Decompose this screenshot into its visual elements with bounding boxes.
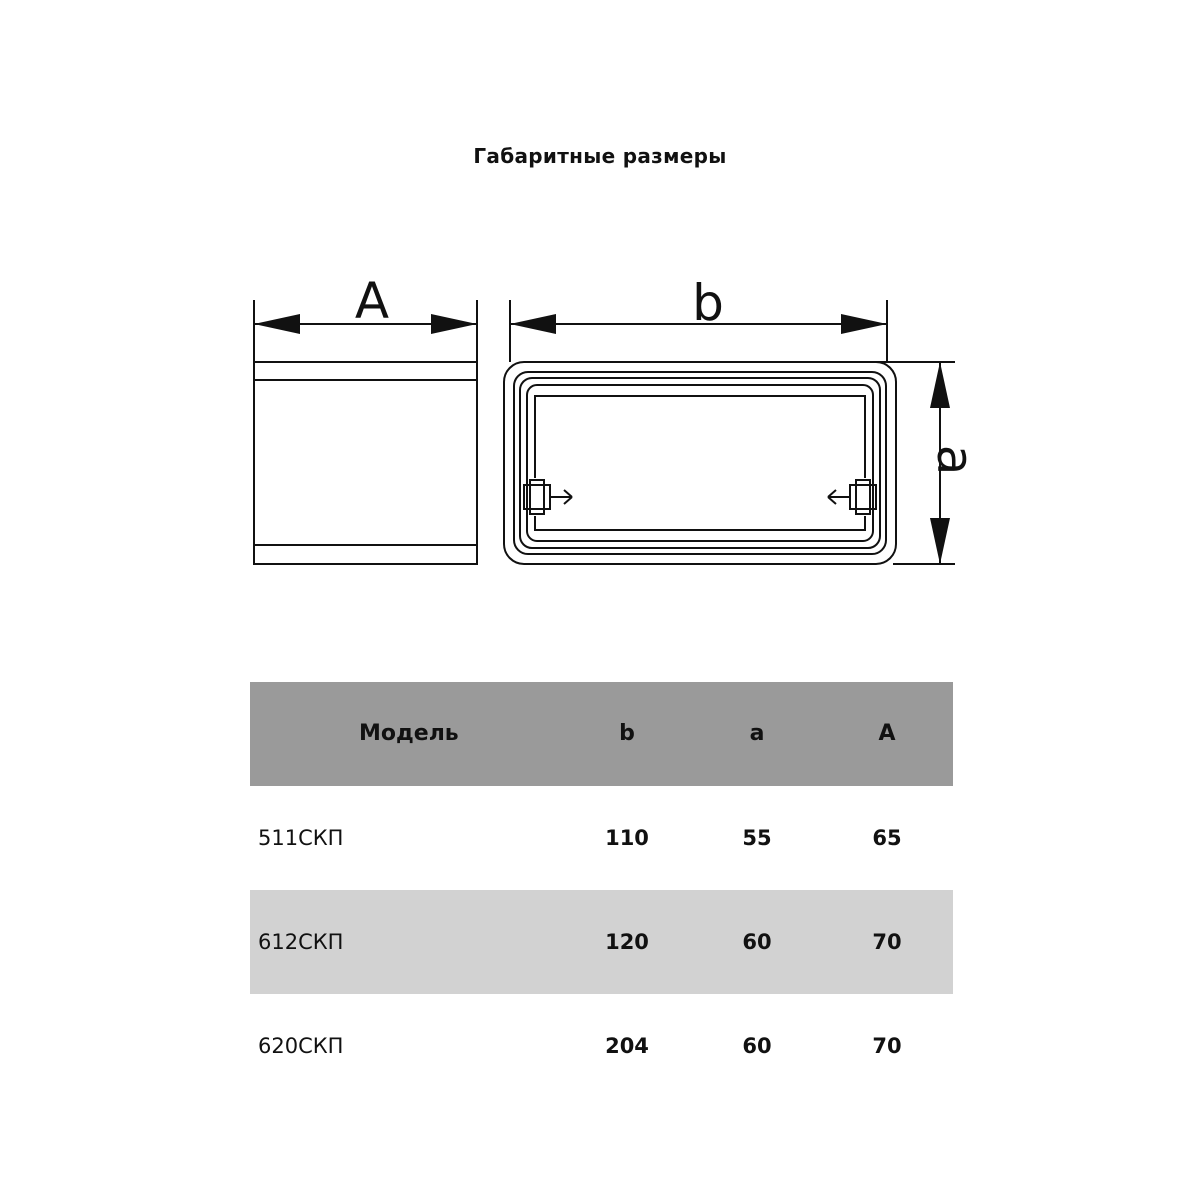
left-latch-icon [524,480,572,514]
table-row [250,994,953,1098]
dimension-label-b: b [692,274,724,332]
header-model: Модель [359,721,459,746]
row-b: 204 [605,1034,649,1058]
front-outer-frame [504,362,896,564]
arrowhead-left-A [254,314,300,334]
side-view [254,300,477,564]
side-view-body [254,362,477,564]
header-b: b [619,721,635,746]
row-model: 511СКП [258,826,344,850]
row-A: 65 [872,826,902,850]
dimension-label-A: A [354,272,390,330]
page-title: Габаритные размеры [473,144,727,168]
table-row [250,890,953,994]
row-b: 120 [605,930,649,954]
right-latch-icon [828,480,876,514]
header-A: A [878,721,896,746]
row-model: 620СКП [258,1034,344,1058]
row-A: 70 [872,1034,902,1058]
arrowhead-right-A [431,314,477,334]
front-view [504,300,955,564]
dimension-label-a: a [926,444,984,476]
row-A: 70 [872,930,902,954]
arrowhead-right-b [841,314,887,334]
front-inner-opening [535,396,865,478]
row-a: 60 [742,1034,772,1058]
row-a: 60 [742,930,772,954]
table-header-row [250,682,953,786]
dimensions-table [250,682,953,1098]
arrowhead-bottom-a [930,518,950,564]
row-b: 110 [605,826,649,850]
header-a: a [749,721,765,746]
row-a: 55 [742,826,772,850]
arrowhead-left-b [510,314,556,334]
arrowhead-top-a [930,362,950,408]
table-row [250,786,953,890]
row-model: 612СКП [258,930,344,954]
